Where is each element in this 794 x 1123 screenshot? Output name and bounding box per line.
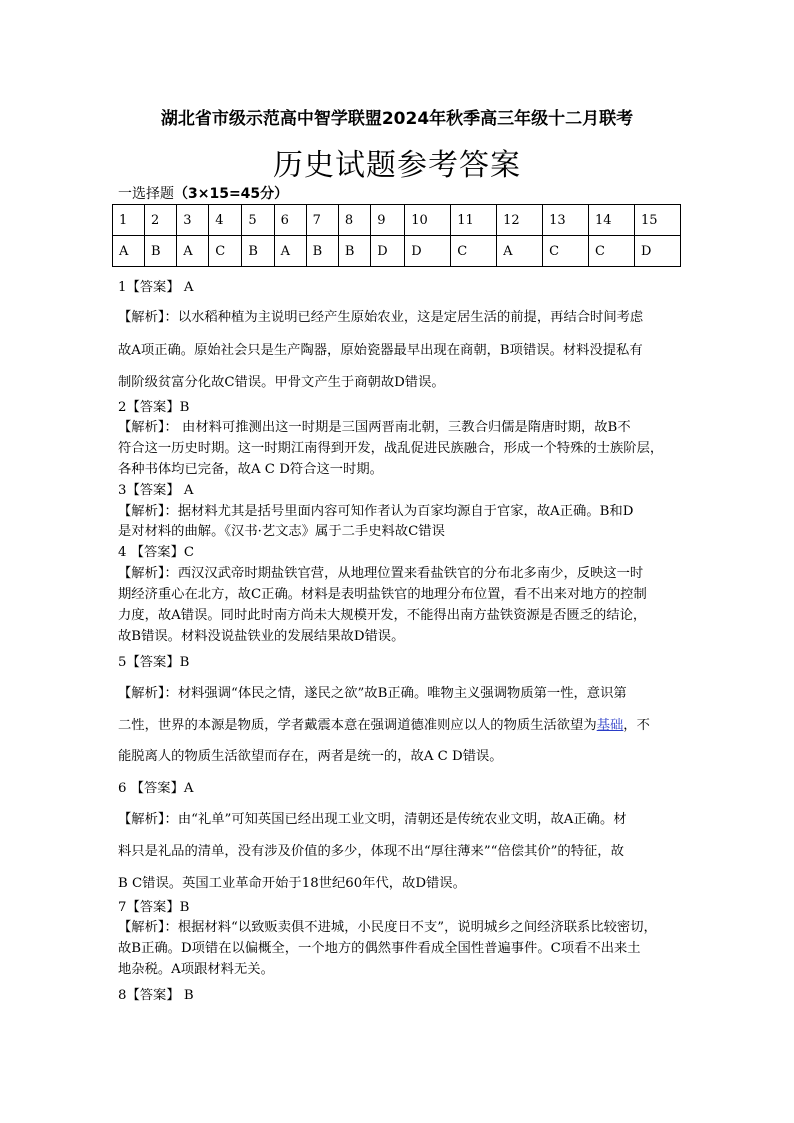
question-number: 10 — [405, 205, 451, 236]
answer-line: 5【答案】B — [118, 655, 190, 670]
answer-row — [113, 236, 681, 267]
explanation-text: 二性，世界的本源是物质，学者戴震本意在强调道德准则应以人的物质生活欲望为 — [118, 718, 597, 733]
explanation-line: 故B错误。材料没说盐铁业的发展结果故D错误。 — [118, 629, 405, 644]
answer-cell: A — [113, 236, 145, 267]
explanation-line: 能脱离人的物质生活欲望而存在，两者是统一的，故A C D错误。 — [118, 749, 503, 764]
question-number-row — [113, 205, 681, 236]
answer-cell: A — [177, 236, 209, 267]
answer-cell: D — [371, 236, 405, 267]
explanation-line: 【解析】：根据材料“以致贩卖俱不进城，小民度日不支”，说明城乡之间经济联系比较密切， — [118, 920, 657, 935]
answer-line: 2【答案】B — [118, 400, 190, 415]
explanation-line: 符合这一历史时期。这一时期江南得到开发，战乱促进民族融合，形成一个特殊的士族阶层， — [118, 441, 664, 456]
explanation-line: 期经济重心在北方，故C正确。材料是表明盐铁官的地理分布位置，看不出来对地方的控制 — [118, 587, 647, 602]
answer-cell: B — [338, 236, 370, 267]
answer-cell: C — [589, 236, 635, 267]
question-number: 5 — [242, 205, 274, 236]
explanation-line: 力度，故A错误。同时此时南方尚未大规模开发，不能得出南方盐铁资源是否匮乏的结论， — [118, 608, 647, 623]
question-number: 13 — [543, 205, 589, 236]
answer-cell: B — [242, 236, 274, 267]
explanation-line: 各种书体均已完备，故A C D符合这一时期。 — [118, 462, 383, 477]
explanation-line: 【解析】：据材料尤其是括号里面内容可知作者认为百家均源自于官家，故A正确。B和D — [118, 504, 634, 519]
basis-link[interactable]: 基础 — [596, 718, 624, 733]
answer-line: 1【答案】 A — [118, 280, 194, 295]
exam-title: 湖北省市级示范高中智学联盟2024年秋季高三年级十二月联考 — [160, 109, 634, 129]
explanation-line: 【解析】： 由材料可推测出这一时期是三国两晋南北朝，三教合归儒是隋唐时期，故B不 — [118, 420, 631, 435]
explanation-line: 故B正确。D项错在以偏概全，一个地方的偶然事件看成全国性普遍事件。C项看不出来土 — [118, 941, 641, 956]
section-heading — [118, 183, 288, 203]
section-score: （3×15=45分） — [174, 186, 289, 202]
answer-cell: B — [306, 236, 338, 267]
explanation-line: 【解析】：西汉汉武帝时期盐铁官营，从地理位置来看盐铁官的分布北多南少，反映这一时 — [118, 566, 644, 581]
explanation-line — [118, 714, 650, 733]
answer-cell: C — [543, 236, 589, 267]
answer-line: 7【答案】B — [118, 900, 190, 915]
explanation-line: 【解析】：材料强调“体民之情，遂民之欲”故B正确。唯物主义强调物质第一性，意识第 — [118, 686, 627, 701]
explanation-text: ，不 — [623, 718, 650, 733]
question-number: 7 — [306, 205, 338, 236]
answer-line: 3【答案】 A — [118, 483, 194, 498]
question-number: 14 — [589, 205, 635, 236]
answer-cell: A — [497, 236, 543, 267]
answer-cell: A — [274, 236, 306, 267]
answer-line: 6 【答案】A — [118, 781, 194, 796]
answer-line: 4 【答案】C — [118, 545, 195, 560]
answer-cell: D — [634, 236, 680, 267]
document-subtitle: 历史试题参考答案 — [273, 148, 521, 183]
question-number: 6 — [274, 205, 306, 236]
answer-table — [112, 204, 681, 267]
section-label: 一选择题 — [118, 186, 174, 202]
question-number: 8 — [338, 205, 370, 236]
explanation-line: 是对材料的曲解。《汉书·艺文志》属于二手史料故C错误 — [118, 524, 445, 539]
explanation-line: 制阶级贫富分化故C错误。甲骨文产生于商朝故D错误。 — [118, 375, 445, 390]
answer-line: 8【答案】 B — [118, 988, 194, 1003]
answer-cell: B — [144, 236, 176, 267]
question-number: 4 — [209, 205, 242, 236]
question-number: 3 — [177, 205, 209, 236]
question-number: 1 — [113, 205, 145, 236]
explanation-line: 【解析】：以水稻种植为主说明已经产生原始农业，这是定居生活的前提，再结合时间考虑 — [118, 310, 644, 325]
explanation-line: 【解析】：由“礼单”可知英国已经出现工业文明，清朝还是传统农业文明，故A正确。材 — [118, 812, 627, 827]
question-number: 9 — [371, 205, 405, 236]
question-number: 12 — [497, 205, 543, 236]
answer-cell: D — [405, 236, 451, 267]
answer-cell: C — [209, 236, 242, 267]
question-number: 2 — [144, 205, 176, 236]
explanation-line: 料只是礼品的清单，没有涉及价值的多少，体现不出“厚往薄来”“倍偿其价”的特征，故 — [118, 844, 624, 859]
answer-cell: C — [451, 236, 497, 267]
question-number: 11 — [451, 205, 497, 236]
explanation-line: 故A项正确。原始社会只是生产陶器，原始瓷器最早出现在商朝，B项错误。材料没提私有 — [118, 343, 643, 358]
explanation-line: 地杂税。A项跟材料无关。 — [118, 962, 274, 977]
question-number: 15 — [634, 205, 680, 236]
explanation-line: B C错误。英国工业革命开始于18世纪60年代，故D错误。 — [118, 876, 466, 891]
